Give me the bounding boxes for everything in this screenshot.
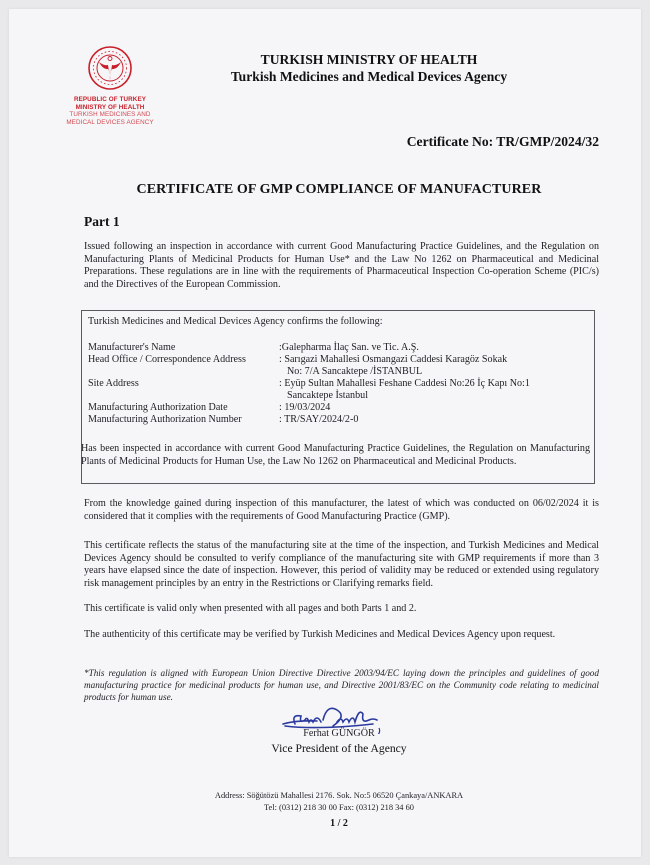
logo-line-agency-2: MEDICAL DEVICES AGENCY bbox=[66, 118, 154, 126]
field-value: : 19/03/2024 bbox=[279, 402, 331, 413]
authenticity-paragraph: The authenticity of this certificate may be verified by Turkish Medicines and Medical Devices Agency upon request. bbox=[84, 629, 556, 640]
ministry-logo bbox=[57, 45, 163, 126]
status-paragraph: This certificate reflects the status of the manufacturing site at the time of the inspection, and Turkish Medicines and Medical Devices Agency should be consulted to verify compliance of the manufacturing site with GMP requirements if more than 3 years have elapsed since the date of inspection. However, this period of validity may be reduced or extended using regulatory risk management principles by an entry in the Restrictions or Clarifying remarks field. bbox=[84, 540, 599, 589]
ministry-emblem-icon bbox=[87, 45, 133, 91]
logo-line-republic: REPUBLIC OF TURKEY bbox=[73, 96, 147, 103]
part-heading: Part 1 bbox=[84, 214, 120, 229]
field-label: Manufacturer's Name bbox=[88, 342, 176, 353]
footer-phone: Tel: (0312) 218 30 00 Fax: (0312) 218 34 60 bbox=[264, 803, 414, 812]
page-number: 1 / 2 bbox=[330, 818, 348, 829]
signer-name: Ferhat GÜNGÖR bbox=[303, 728, 375, 739]
field-value-cont: Sancaktepe İstanbul bbox=[287, 390, 369, 401]
certificate-page bbox=[9, 9, 641, 857]
box-heading: Turkish Medicines and Medical Devices Agency confirms the following: bbox=[88, 316, 383, 327]
field-label: Manufacturing Authorization Date bbox=[88, 402, 228, 413]
regulation-footnote: *This regulation is aligned with European Union Directive Directive 2003/94/EC laying down the principles and guidelines of good manufacturing practice for medicinal products for human use, and Directive 2001/83/EC on the Community code relating to medicinal products for human use. bbox=[84, 668, 599, 702]
field-value: : TR/SAY/2024/2-0 bbox=[279, 414, 359, 425]
signer-title: Vice President of the Agency bbox=[271, 742, 407, 755]
certificate-number: Certificate No: TR/GMP/2024/32 bbox=[406, 134, 599, 149]
field-value: : Eyüp Sultan Mahallesi Feshane Caddesi No:26 İç Kapı No:1 bbox=[279, 378, 530, 389]
field-value: :Galepharma İlaç San. ve Tic. A.Ş. bbox=[279, 342, 419, 353]
agency-heading: Turkish Medicines and Medical Devices Agency bbox=[230, 69, 508, 84]
field-label: Site Address bbox=[88, 378, 139, 389]
footer-address: Address: Söğütözü Mahallesi 2176. Sok. No:5 06520 Çankaya/ANKARA bbox=[214, 791, 464, 800]
ministry-heading: TURKISH MINISTRY OF HEALTH bbox=[260, 52, 478, 67]
intro-paragraph: Issued following an inspection in accordance with current Good Manufacturing Practice Guidelines, and the Regulation on Manufacturing Plants of Medicinal Products for Human Use* and the Law No 1262 on Pharmaceutical and Medicinal Preparations. These regulations are in line with the requirements of Pharmaceutical Inspection Co-operation Scheme (PIC/s) and the Directives of the European Commission. bbox=[84, 241, 599, 290]
confirmation-box bbox=[81, 310, 595, 484]
logo-line-ministry: MINISTRY OF HEALTH bbox=[75, 103, 145, 111]
field-label: Manufacturing Authorization Number bbox=[88, 414, 242, 425]
certificate-title: CERTIFICATE OF GMP COMPLIANCE OF MANUFACTURER bbox=[136, 182, 542, 197]
box-inspection-statement: Has been inspected in accordance with current Good Manufacturing Practice Guidelines, the Regulation on Manufacturing Plants of Medicinal Products for Human Use, the Law No 1262 on Pharmaceutical and Medicinal Products. bbox=[81, 443, 590, 467]
field-label: Head Office / Correspondence Address bbox=[88, 354, 246, 365]
validity-paragraph: This certificate is valid only when presented with all pages and both Parts 1 and 2. bbox=[84, 603, 417, 614]
knowledge-paragraph: From the knowledge gained during inspection of this manufacturer, the latest of which was conducted on 06/02/2024 it is considered that it complies with the requirements of Good Manufacturing Practice (GMP). bbox=[84, 498, 599, 522]
logo-line-agency-1: TURKISH MEDICINES AND bbox=[69, 111, 151, 119]
field-value: : Sarıgazi Mahallesi Osmangazi Caddesi Karagöz Sokak bbox=[279, 354, 508, 365]
field-value-cont: No: 7/A Sancaktepe /İSTANBUL bbox=[287, 366, 423, 377]
